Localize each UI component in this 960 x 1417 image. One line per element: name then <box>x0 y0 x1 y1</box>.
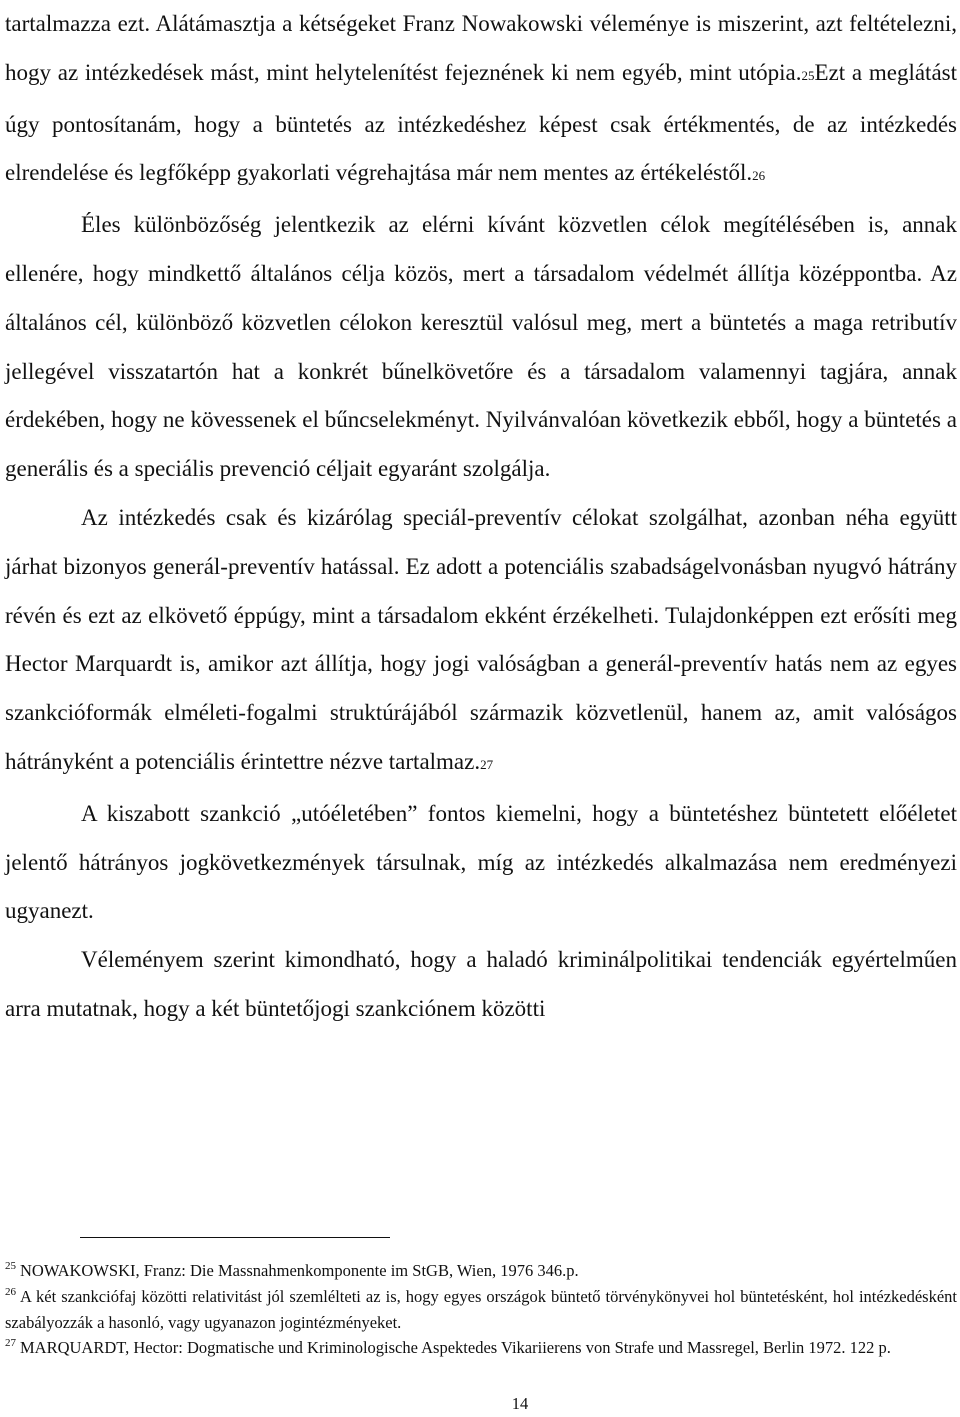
paragraph-text: A kiszabott szankció „utóéletében” fontos kiemelni, hogy a büntetéshez büntetett előéletet jelentő hátrányos jogkövetkezmények társulnak, míg az intézkedés alkalmazása nem eredményezi ugyanezt. <box>5 800 957 924</box>
footnote-reference: 25 <box>801 67 815 83</box>
paragraph-text: Ezt a meglátást úgy pontosítanám, hogy a büntetés az intézkedéshez képest csak értékmentés, de az intézkedés elrendelése és legfőképp gyakorlati végrehajtása már nem mentes az értékeléstől. <box>5 59 957 186</box>
page-number: 14 <box>511 1394 529 1413</box>
footnotes <box>5 1258 957 1361</box>
paragraph-text: Az intézkedés csak és kizárólag speciál-preventív célokat szolgálhat, azonban néha együtt járhat bizonyos generál-preventív hatással. Ez adott a potenciális szabadságelvonásban nyugvó hátrány révén és ezt az elkövető éppúgy, mint a társadalom ekként érzékelheti. Tulajdonképpen ezt erősíti meg Hector Marquardt is, amikor azt állítja, hogy jogi valóságban a generál-preventív hatás nem az egyes szankcióformák elméleti-fogalmi struktúrájából származik közvetlenül, hanem az, amit valóságos hátrányként a potenciális érintettre nézve tartalmaz. <box>5 504 957 774</box>
footnote <box>5 1284 957 1336</box>
footnote-number: 25 <box>5 1260 16 1272</box>
paragraph <box>5 936 957 1034</box>
footnote-number: 27 <box>5 1337 16 1350</box>
footnote-number: 26 <box>5 1285 16 1298</box>
footnote-text: NOWAKOWSKI, Franz: Die Massnahmenkomponente im StGB, Wien, 1976 346.p. <box>20 1261 579 1280</box>
footnote-text: A két szankciófaj közötti relativitást jól szemlélteti az is, hogy egyes országok büntető törvénykönyvei hol büntetésként, hol intézkedésként szabályozzák a hasonló, vagy ugyanazon jogintézményeket. <box>5 1286 957 1332</box>
footnote <box>5 1258 957 1284</box>
paragraph <box>5 790 957 936</box>
paragraph <box>5 201 957 494</box>
footnote-reference: 27 <box>480 756 494 772</box>
main-text <box>5 0 957 1034</box>
footnote <box>5 1335 957 1361</box>
paragraph-text: tartalmazza ezt. Alátámasztja a kétségeket Franz Nowakowski véleménye is miszerint, azt feltételezni, hogy az intézkedések mást, mint helytelenítést fejeznének ki nem egyéb, mint utópia. <box>5 11 957 85</box>
footnote-separator <box>80 1237 390 1238</box>
paragraph-text: Véleményem szerint kimondható, hogy a haladó kriminálpolitikai tendenciák egyértelműen arra mutatnak, hogy a két büntetőjogi szankciónem közötti <box>5 947 957 1021</box>
footnote-reference: 26 <box>752 168 766 184</box>
paragraph <box>5 494 957 790</box>
paragraph <box>5 0 957 201</box>
footnote-text: MARQUARDT, Hector: Dogmatische und Kriminologische Aspektedes Vikariierens von Strafe und Massregel, Berlin 1972. 122 p. <box>20 1338 891 1358</box>
paragraph-text: Éles különbözőség jelentkezik az elérni kívánt közvetlen célok megítélésében is, annak ellenére, hogy mindkettő általános célja közös, mert a társadalom védelmét állítja középpontba. Az általános cél, különböző közvetlen célokon keresztül valósul meg, mert a büntetés a maga retributív jellegével visszatartón hat a konkrét bűnelkövetőre és a társadalom valamennyi tagjára, annak érdekében, hogy ne kövessenek el bűncselekményt. Nyilvánvalóan következik ebből, hogy a büntetés a generális és a speciális prevenció céljait egyaránt szolgálja. <box>5 212 957 482</box>
